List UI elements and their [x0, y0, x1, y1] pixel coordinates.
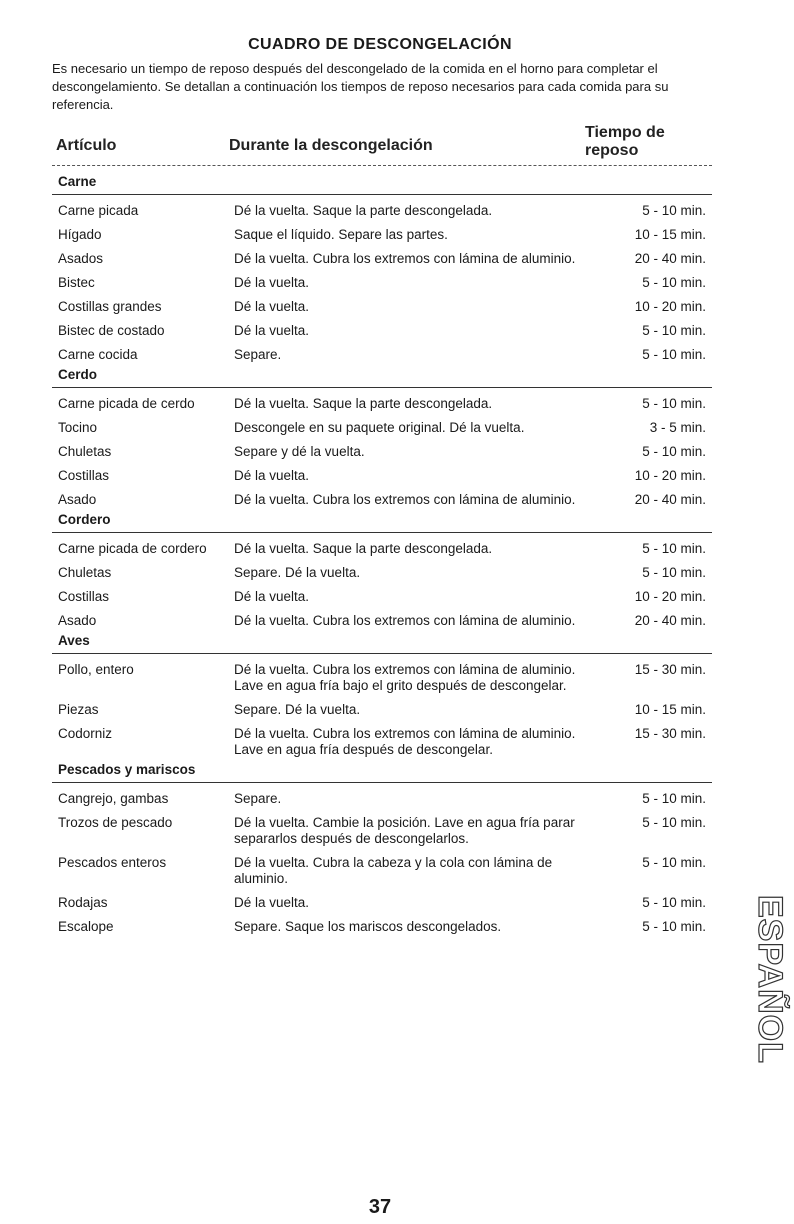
table-row [52, 227, 712, 243]
row-rest-time: 5 - 10 min. [642, 323, 706, 338]
row-during: Dé la vuelta. Cubra la cabeza y la cola con lámina de aluminio. [234, 855, 553, 886]
column-header-article: Artículo [56, 137, 117, 154]
table-row [52, 492, 712, 508]
row-item: Piezas [58, 702, 99, 717]
row-rest-time: 5 - 10 min. [642, 444, 706, 459]
section-cordero [52, 510, 712, 629]
table-row [52, 895, 712, 911]
section-aves [52, 631, 712, 758]
row-rest-time: 15 - 30 min. [634, 726, 706, 741]
table-row [52, 726, 712, 758]
table-row [52, 919, 712, 935]
row-during: Separe. Dé la vuelta. [234, 702, 361, 717]
row-item: Costillas grandes [58, 299, 162, 314]
row-during: Dé la vuelta. Cubra los extremos con lámina de aluminio. [234, 492, 576, 507]
row-rest-time: 3 - 5 min. [649, 420, 706, 435]
table-row [52, 589, 712, 605]
table-row [52, 702, 712, 718]
row-rest-time: 5 - 10 min. [642, 347, 706, 362]
table-row [52, 815, 712, 847]
section-title: Cordero [52, 510, 712, 533]
section-pescados-y-mariscos [52, 760, 712, 935]
table-row [52, 541, 712, 557]
column-header-rest-line2: reposo [585, 142, 639, 159]
row-item: Asado [58, 613, 97, 628]
row-rest-time: 5 - 10 min. [642, 855, 706, 870]
row-rest-time: 10 - 20 min. [634, 468, 706, 483]
row-rest-time: 10 - 15 min. [634, 227, 706, 242]
row-during: Saque el líquido. Separe las partes. [234, 227, 448, 242]
row-item: Bistec [58, 275, 95, 290]
table-row [52, 444, 712, 460]
row-rest-time: 5 - 10 min. [642, 565, 706, 580]
table-row [52, 251, 712, 267]
row-item: Asados [58, 251, 104, 266]
row-item: Chuletas [58, 444, 112, 459]
row-item: Asado [58, 492, 97, 507]
row-during: Separe y dé la vuelta. [234, 444, 365, 459]
row-during: Separe. [234, 791, 282, 806]
row-during: Dé la vuelta. Saque la parte descongelada. [234, 541, 493, 556]
column-header-rest-line1: Tiempo de [585, 124, 665, 141]
row-during: Descongele en su paquete original. Dé la vuelta. [234, 420, 525, 435]
table-row [52, 396, 712, 412]
row-rest-time: 5 - 10 min. [642, 541, 706, 556]
table-row [52, 420, 712, 436]
row-during: Dé la vuelta. [234, 895, 310, 910]
row-during: Dé la vuelta. Saque la parte descongelada. [234, 396, 493, 411]
row-during: Separe. [234, 347, 282, 362]
row-rest-time: 15 - 30 min. [634, 662, 706, 677]
table-row [52, 323, 712, 339]
table-row [52, 662, 712, 694]
page-number: 37 [368, 1196, 392, 1218]
row-rest-time: 5 - 10 min. [642, 396, 706, 411]
row-during: Dé la vuelta. Cubra los extremos con lámina de aluminio. Lave en agua fría después de descongelar. [234, 726, 576, 757]
page-title: CUADRO DE DESCONGELACIÓN [248, 36, 512, 53]
table-row [52, 565, 712, 581]
row-rest-time: 10 - 20 min. [634, 589, 706, 604]
table-row [52, 791, 712, 807]
row-item: Chuletas [58, 565, 112, 580]
section-carne [52, 172, 712, 363]
row-item: Costillas [58, 589, 110, 604]
row-item: Hígado [58, 227, 102, 242]
table-row [52, 347, 712, 363]
row-during: Dé la vuelta. [234, 275, 310, 290]
defrost-table [52, 170, 712, 935]
row-during: Dé la vuelta. Saque la parte descongelada. [234, 203, 493, 218]
row-rest-time: 5 - 10 min. [642, 203, 706, 218]
table-row [52, 203, 712, 219]
row-during: Dé la vuelta. Cubra los extremos con lámina de aluminio. Lave en agua fría bajo el grito después de descongelar. [234, 662, 576, 693]
row-item: Costillas [58, 468, 110, 483]
section-title: Pescados y mariscos [52, 760, 712, 783]
language-side-label [733, 895, 789, 1125]
row-item: Trozos de pescado [58, 815, 173, 830]
row-rest-time: 5 - 10 min. [642, 919, 706, 934]
column-header-rest-time [585, 124, 665, 160]
row-item: Carne picada de cordero [58, 541, 207, 556]
row-item: Pescados enteros [58, 855, 167, 870]
row-item: Tocino [58, 420, 98, 435]
side-label-text: ESPAÑOL [751, 895, 789, 1064]
row-during: Dé la vuelta. [234, 299, 310, 314]
row-rest-time: 5 - 10 min. [642, 815, 706, 830]
table-row [52, 855, 712, 887]
row-rest-time: 5 - 10 min. [642, 895, 706, 910]
section-title: Carne [52, 172, 712, 195]
row-item: Codorniz [58, 726, 113, 741]
row-item: Carne picada [58, 203, 139, 218]
row-during: Dé la vuelta. Cubra los extremos con lámina de aluminio. [234, 613, 576, 628]
section-title: Cerdo [52, 365, 712, 388]
table-row [52, 468, 712, 484]
row-rest-time: 5 - 10 min. [642, 791, 706, 806]
section-title: Aves [52, 631, 712, 654]
column-header-during: Durante la descongelación [229, 137, 433, 154]
table-row [52, 613, 712, 629]
row-during: Dé la vuelta. [234, 589, 310, 604]
table-row [52, 299, 712, 315]
intro-paragraph: Es necesario un tiempo de reposo después del descongelado de la comida en el horno para completar el descongelamiento. Se detallan a continuación los tiempos de reposo necesarios para cada comida para su referencia. [52, 61, 669, 112]
row-during: Dé la vuelta. [234, 468, 310, 483]
row-rest-time: 20 - 40 min. [634, 251, 706, 266]
row-item: Carne picada de cerdo [58, 396, 195, 411]
row-during: Separe. Dé la vuelta. [234, 565, 361, 580]
row-during: Dé la vuelta. Cambie la posición. Lave en agua fría parar separarlos después de descongelarlos. [234, 815, 575, 846]
row-rest-time: 10 - 15 min. [634, 702, 706, 717]
row-item: Escalope [58, 919, 114, 934]
row-item: Bistec de costado [58, 323, 165, 338]
section-cerdo [52, 365, 712, 508]
row-item: Rodajas [58, 895, 108, 910]
header-divider [52, 165, 712, 166]
row-rest-time: 10 - 20 min. [634, 299, 706, 314]
row-during: Dé la vuelta. Cubra los extremos con lámina de aluminio. [234, 251, 576, 266]
table-row [52, 275, 712, 291]
row-rest-time: 5 - 10 min. [642, 275, 706, 290]
row-item: Cangrejo, gambas [58, 791, 169, 806]
row-rest-time: 20 - 40 min. [634, 492, 706, 507]
row-during: Dé la vuelta. [234, 323, 310, 338]
row-rest-time: 20 - 40 min. [634, 613, 706, 628]
row-item: Pollo, entero [58, 662, 134, 677]
row-during: Separe. Saque los mariscos descongelados. [234, 919, 502, 934]
row-item: Carne cocida [58, 347, 138, 362]
